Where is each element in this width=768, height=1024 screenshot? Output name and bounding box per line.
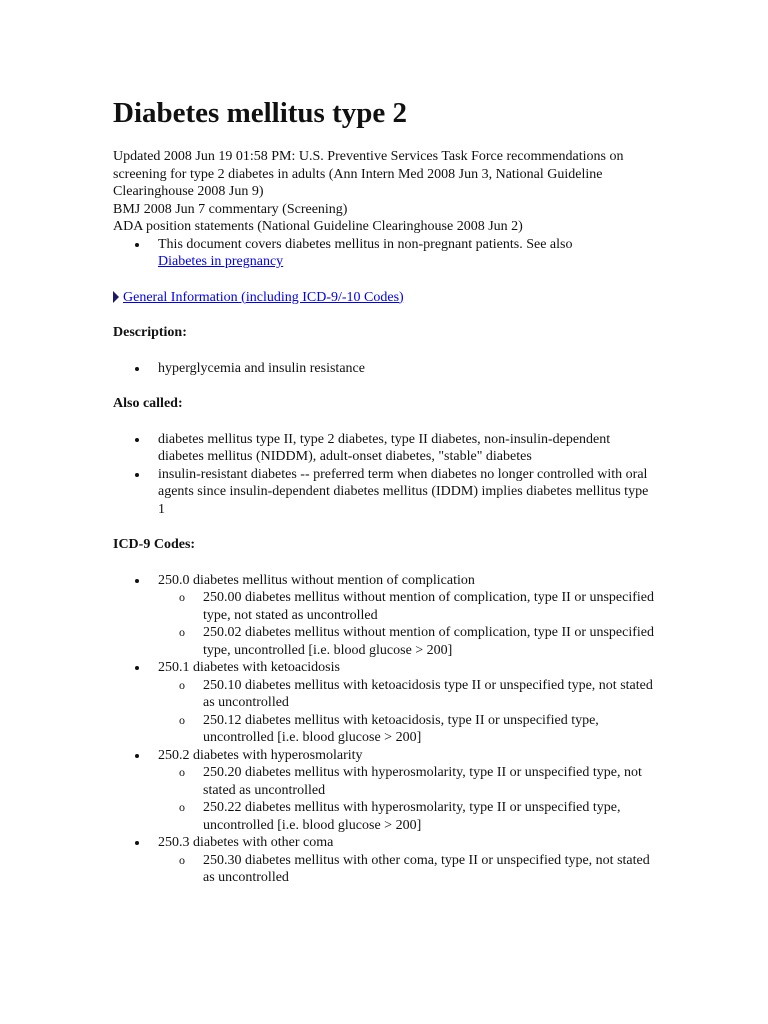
icd9-code-item: o 250.02 diabetes mellitus without mention of complication, type II or unspecified type, uncontrolled [i.e. blood glucose > 200] [113,624,658,659]
update-note: ADA position statements (National Guideline Clearinghouse 2008 Jun 2) [113,219,523,234]
icd9-sublist [158,677,658,747]
update-notes [113,148,658,236]
triangle-right-icon [113,291,119,303]
document-body [113,148,658,887]
icd9-code-item: o 250.20 diabetes mellitus with hyperosmolarity, type II or unspecified type, not stated as uncontrolled [113,764,658,799]
icd9-group-label: 250.2 diabetes with hyperosmolarity [158,747,363,763]
icd9-group-label: 250.1 diabetes with ketoacidosis [158,660,340,675]
icd9-sublist [158,852,658,887]
description-heading: Description: [113,325,187,340]
icd9-code-item: o 250.12 diabetes mellitus with ketoacidosis, type II or unspecified type, uncontrolled [i.e. blood glucose > 200] [113,712,658,747]
icd9-code-item: o 250.10 diabetes mellitus with ketoacidosis type II or unspecified type, not stated as uncontrolled [113,677,658,712]
diabetes-in-pregnancy-link[interactable]: Diabetes in pregnancy [158,254,284,269]
icd9-group [113,572,658,660]
icd9-heading: ICD-9 Codes: [113,537,196,552]
icd9-code-item: o 250.22 diabetes mellitus with hyperosmolarity, type II or unspecified type, uncontrolled [i.e. blood glucose > 200] [113,799,658,834]
icd9-group-label: 250.0 diabetes mellitus without mention of complication [158,572,475,588]
update-note: Updated 2008 Jun 19 01:58 PM: U.S. Preventive Services Task Force recommendations on screening for type 2 diabetes in adults (Ann Intern Med 2008 Jun 3, National Guideline Clearinghouse 2008 Jun 9) [113,149,624,199]
list-item: insulin-resistant diabetes -- preferred term when diabetes no longer controlled with oral agents since insulin-dependent diabetes mellitus (IDDM) implies diabetes mellitus type 1 [113,466,658,519]
general-info-link[interactable]: General Information (including ICD-9/-10 Codes) [123,289,404,305]
icd9-group [113,659,658,747]
scope-note-list [113,236,658,271]
icd9-group-label: 250.3 diabetes with other coma [158,835,334,850]
icd9-group [113,747,658,835]
list-item: hyperglycemia and insulin resistance [113,360,658,378]
description-list [113,360,658,378]
general-info-toggle[interactable] [113,289,658,307]
icd9-group [113,834,658,887]
icd9-list [113,572,658,887]
also-called-list [113,431,658,519]
also-called-heading: Also called: [113,396,183,411]
scope-note-text: This document covers diabetes mellitus in non-pregnant patients. See also [158,236,573,252]
icd9-code-item: o 250.00 diabetes mellitus without mention of complication, type II or unspecified type, not stated as uncontrolled [113,589,658,624]
update-note: BMJ 2008 Jun 7 commentary (Screening) [113,201,348,217]
icd9-sublist [158,589,658,659]
icd9-code-item: o 250.30 diabetes mellitus with other coma, type II or unspecified type, not stated as uncontrolled [113,852,658,887]
list-item: diabetes mellitus type II, type 2 diabetes, type II diabetes, non-insulin-dependent diabetes mellitus (NIDDM), adult-onset diabetes, "stable" diabetes [113,431,658,466]
list-item [113,236,658,271]
icd9-sublist [158,764,658,834]
page-title: Diabetes mellitus type 2 [113,97,407,129]
